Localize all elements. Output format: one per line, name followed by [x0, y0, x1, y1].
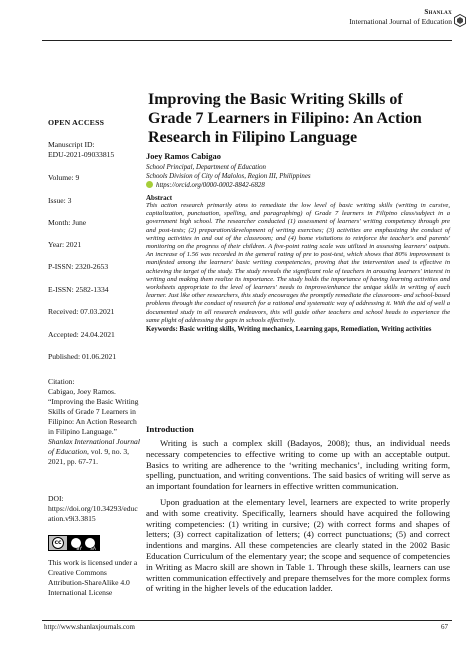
keywords-row	[146, 326, 450, 334]
cc-icon: cc	[49, 536, 67, 550]
doi	[48, 494, 140, 524]
received-date: Received: 07.03.2021	[48, 307, 115, 316]
introduction-section	[146, 424, 450, 594]
journal-name: International Journal of Education	[349, 17, 452, 26]
citation-journal: Shanlax International Journal of Education	[48, 437, 140, 456]
cc-by-label: BY	[76, 547, 82, 552]
orcid-row[interactable]	[146, 181, 450, 190]
open-access-label: OPEN ACCESS	[48, 118, 105, 127]
article-title: Improving the Basic Writing Skills of Grade 7 Learners in Filipino: An Action Research in Filipino Language	[148, 91, 422, 146]
introduction-heading: Introduction	[146, 424, 194, 434]
author-block	[146, 152, 450, 190]
issue: Issue: 3	[48, 196, 72, 205]
author-name: Joey Ramos Cabigao	[146, 152, 221, 161]
year: Year: 2021	[48, 240, 82, 249]
abstract-heading: Abstract	[146, 194, 173, 202]
author-affiliation-1: School Principal, Department of Education	[146, 164, 266, 171]
doi-label: DOI:	[48, 494, 64, 503]
manuscript-label: Manuscript ID:	[48, 140, 95, 149]
license-text: This work is licensed under a Creative Commons Attribution-ShareAlike 4.0 International License	[48, 558, 138, 597]
citation	[48, 377, 140, 467]
published-date: Published: 01.06.2021	[48, 352, 117, 361]
publisher-name: Shanlax	[424, 8, 452, 16]
abstract-body: This action research primarily aims to remediate the low level of basic writing skills (writing in cursive, capitalization, punctuation, spelling, and paragraphing) of Grade 7 learners in Filipino class/subject in a government high school. The researcher conducted (1) assessment of learners' writing competency through pre and post-tests; (2) preparation/development of writing exercises; (3) activities are emphasizing the conduct of writing activities in and out of the classroom; and (4) home visitations to reinforce the teacher's and parents' monitoring on the progress of their children. A five-point rating scale was utilized in assessing learners' outputs. An increase of 1.56 was recorded in the general rating of pre to post-test, which shows that 80% improvement is manifested among the learners' basic writing competencies, proving that the intervention used is effective in achieving the target of the study. The study reveals the significant role of teachers in arousing learners' interest in writing and making them realize its importance. The study holds the importance of having learning activities and worksheets appropriate to the level of learners' needs to improve/enhance the unique skills in writing of each learner. Just like other researchers, this study encourages the promptly remediate the classroom- and school-based problems through the conduct of research for a rational and systematic way of addressing it. With the aid of well a documented study in all research endeavors, this will guide other teachers and school heads to experience the same plight of addressing the gaps in schools effectively.	[146, 202, 450, 324]
manuscript-value: EDU-2021-09033815	[48, 150, 115, 159]
manuscript-id	[48, 140, 140, 160]
cc-sa-label: SA	[89, 547, 96, 552]
cc-license-badge[interactable]	[48, 535, 140, 555]
abstract-section	[146, 194, 450, 334]
shanlax-logo-icon	[454, 14, 466, 27]
accepted-date: Accepted: 24.04.2021	[48, 330, 115, 339]
journal-header	[349, 8, 452, 26]
citation-label: Citation:	[48, 377, 75, 386]
p-issn: P-ISSN: 2320-2653	[48, 262, 109, 271]
month: Month: June	[48, 218, 87, 227]
header-divider	[42, 40, 452, 41]
author-affiliation-2: Schools Division of City of Malolos, Region III, Philippines	[146, 173, 311, 180]
keywords-list: Basic writing skills, Writing mechanics, Learning gaps, Remediation, Writing activities	[179, 326, 432, 334]
page-number: 67	[441, 623, 448, 631]
volume: Volume: 9	[48, 173, 80, 182]
keywords-label: Keywords:	[146, 326, 178, 334]
citation-text: Cabigao, Joey Ramos. “Improving the Basic Writing Skills of Grade 7 Learners in Filipino: An Action Research in Filipino Language.” Shanlax International Journal of Education, vol. 9, no. 3, 2021, pp. 67-71.	[48, 387, 140, 466]
orcid-link[interactable]: https://orcid.org/0000-0002-8842-6828	[156, 182, 265, 189]
footer-url[interactable]: http://www.shanlaxjournals.com	[44, 623, 135, 631]
doi-link[interactable]: https://doi.org/10.34293/education.v9i3.3815	[48, 504, 138, 523]
introduction-paragraph-2: Upon graduation at the elementary level, learners are expected to write properly and with some creativity. Specifically, learners should have acquired the following writing competencies: (1) writing in cursive; (2) with correct forms and shapes of letters; (3) correct capitalization of letters; (4) correct punctuations; (5) and correct indentions and margins. All these competencies are clearly stated in the 2002 Basic Education Curriculum of the elementary year; the scope and sequence of competencies in Writing as Macro skill are shown in Table 1. Through these skills, learners can use written communication effectively and prepare themselves for the more complex forms of writing in the higher levels of the education ladder.	[146, 496, 450, 594]
e-issn: E-ISSN: 2582-1334	[48, 285, 109, 294]
orcid-icon	[146, 181, 153, 188]
footer-divider	[42, 620, 452, 621]
introduction-paragraph-1: Writing is such a complex skill (Badayos, 2008); thus, an individual needs necessary competencies to effective writing to come up with an acceptable output. Basics to writing are adherence to the ‘writing mechanics’, including writing form, spelling, punctuation, and writing conventions. The said basics of writing will serve as an important foundation for learners in effective written communication.	[146, 438, 450, 492]
